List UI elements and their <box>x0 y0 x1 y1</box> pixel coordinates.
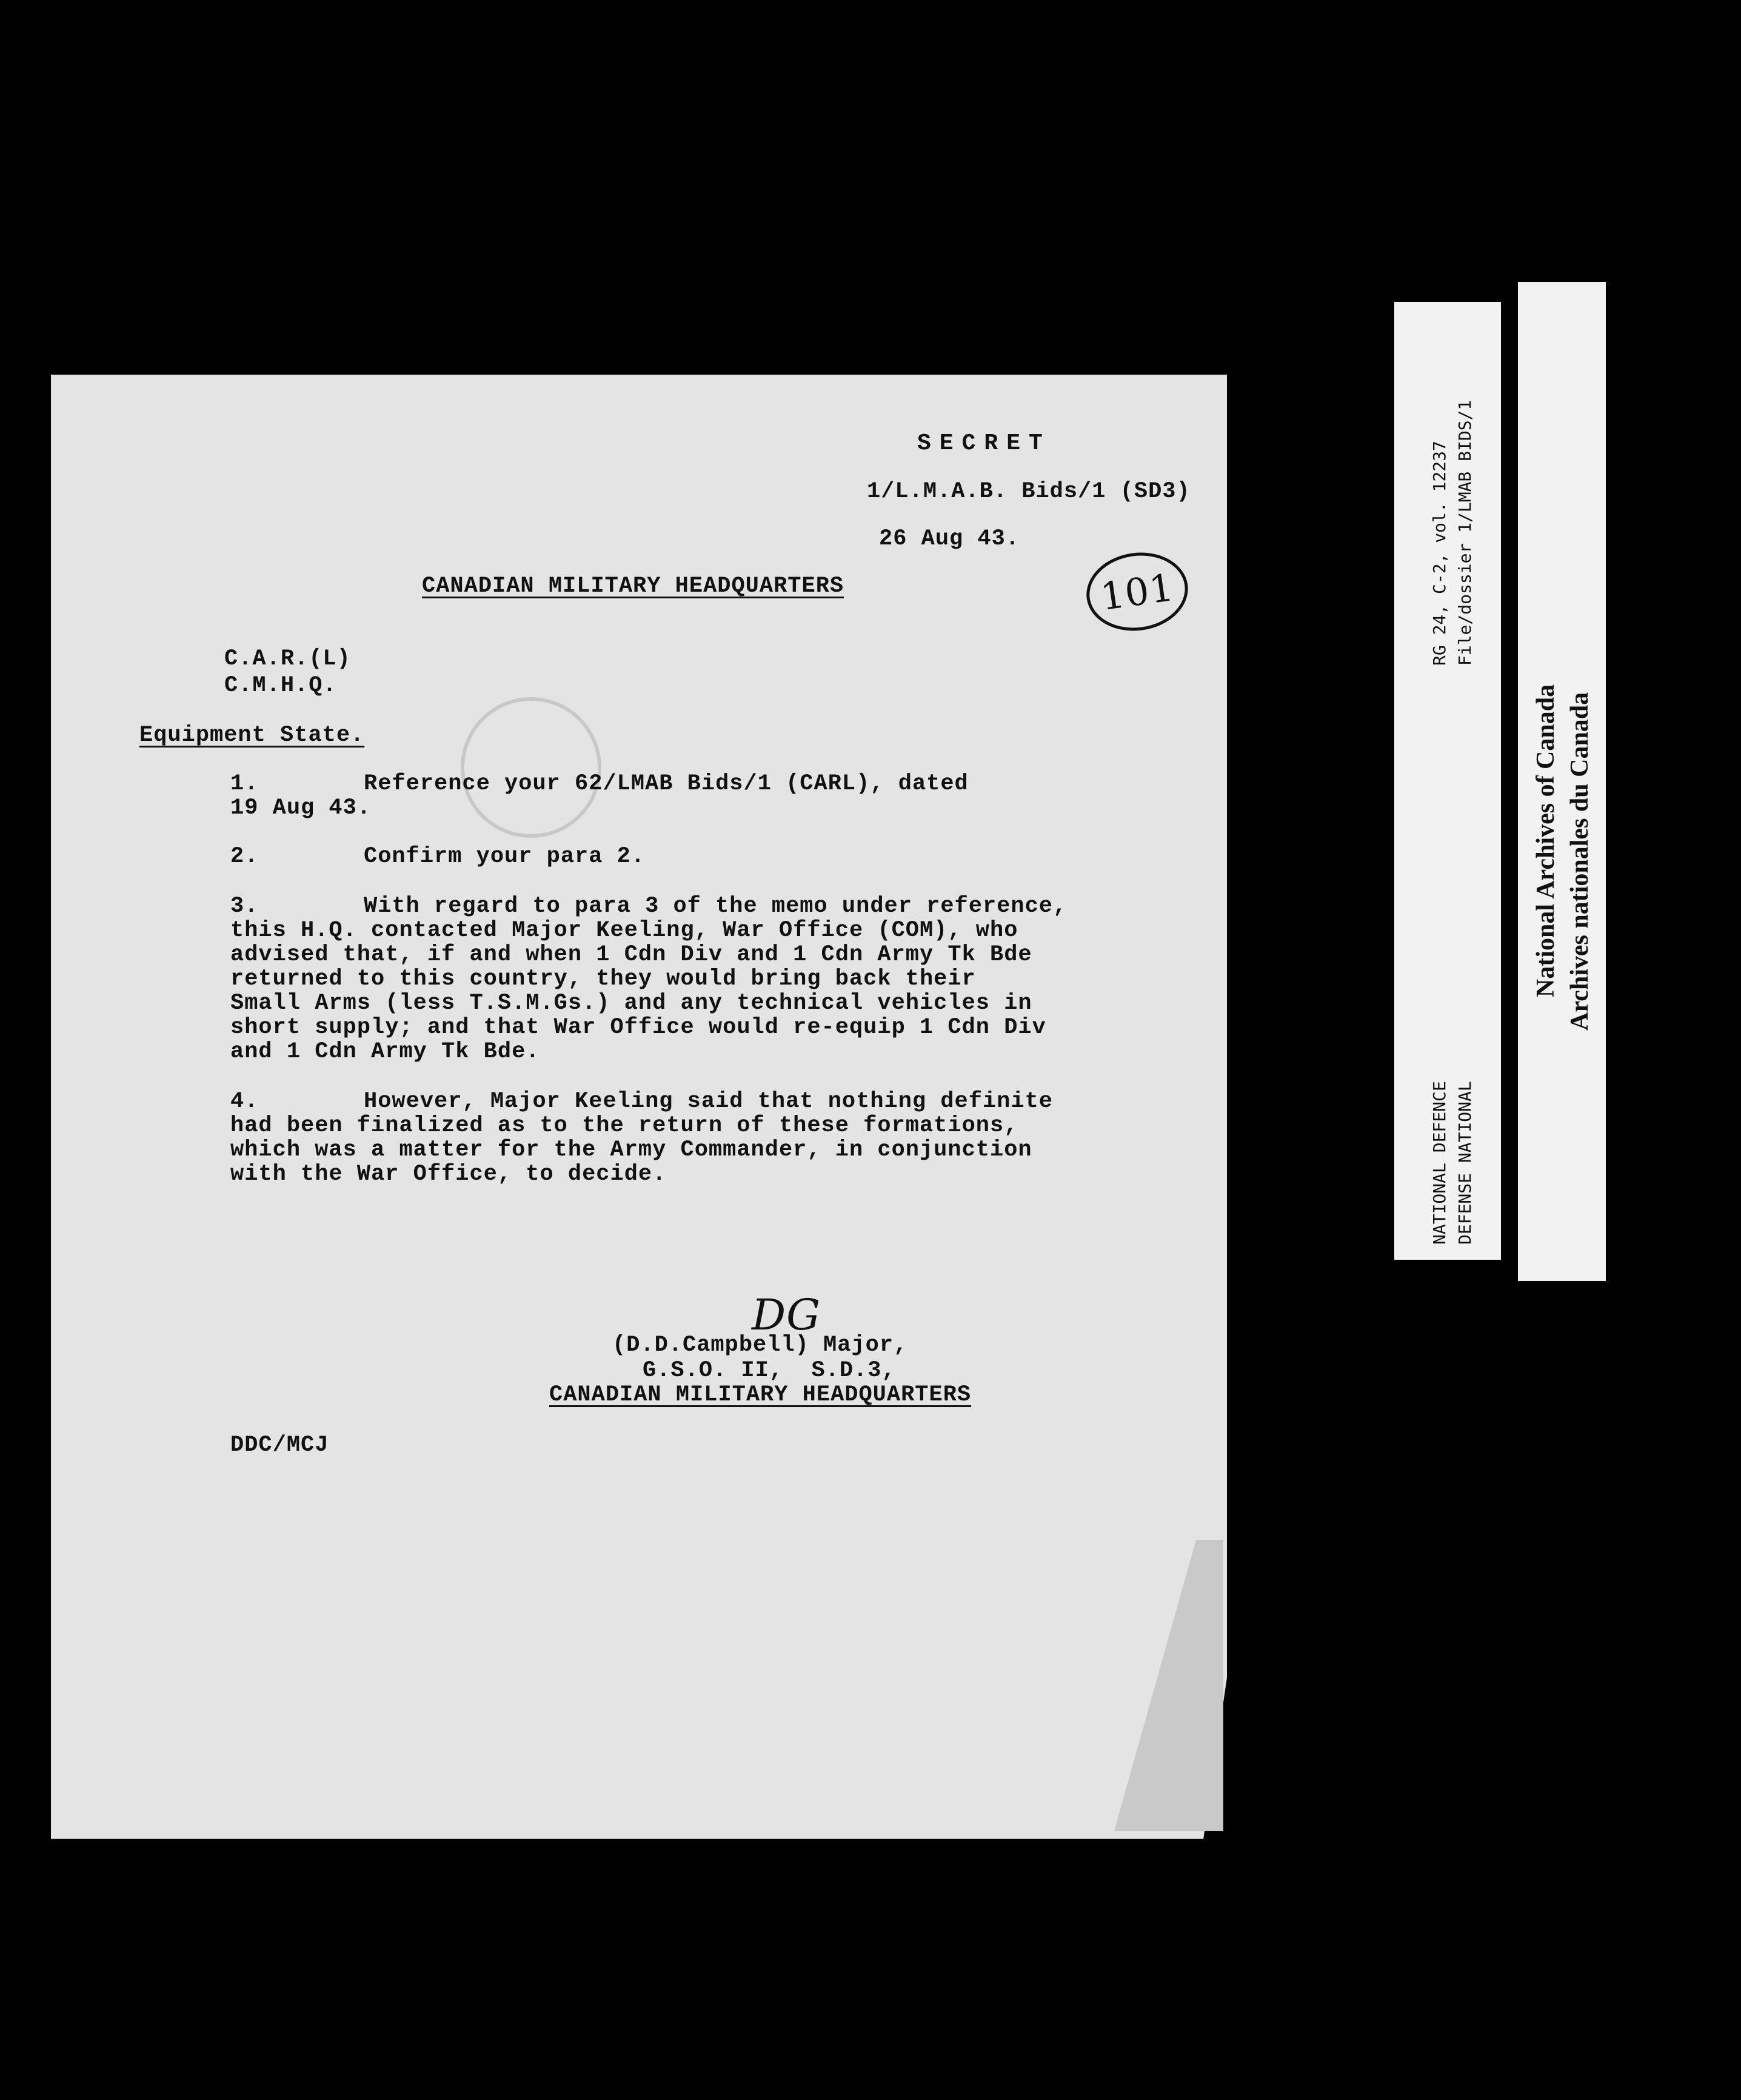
department-line: NATIONAL DEFENCE <box>1429 1081 1449 1245</box>
addressee-line: C.A.R.(L) <box>224 646 351 672</box>
paragraph-line: With regard to para 3 of the memo under reference, <box>364 894 1068 919</box>
paragraph-line: 19 Aug 43. <box>230 795 372 821</box>
signature-appointment: G.S.O. II, S.D.3, <box>643 1358 896 1383</box>
paragraph-line: However, Major Keeling said that nothing definite <box>364 1089 1053 1114</box>
folio-number: 101 <box>1081 546 1193 637</box>
heading: CANADIAN MILITARY HEADQUARTERS <box>422 573 844 599</box>
paragraph-line: with the War Office, to decide. <box>230 1162 667 1187</box>
classification-mark: SECRET <box>917 430 1051 456</box>
archives-name-label <box>1518 282 1606 1281</box>
paragraph-line: this H.Q. contacted Major Keeling, War Office (COM), who <box>230 918 1018 943</box>
paragraph-line: returned to this country, they would bring back their <box>230 966 976 992</box>
file-reference: 1/L.M.A.B. Bids/1 (SD3) <box>867 479 1191 504</box>
paragraph-number: 2. <box>230 844 259 869</box>
subject-line: Equipment State. <box>139 723 365 748</box>
addressee-line: C.M.H.Q. <box>224 673 337 698</box>
archives-name-en: National Archives of Canada <box>1532 684 1560 997</box>
paragraph-line: Reference your 62/LMAB Bids/1 (CARL), dated <box>364 771 969 797</box>
department-line: DEFENSE NATIONAL <box>1455 1081 1475 1245</box>
signature-name: (D.D.Campbell) Major, <box>612 1333 908 1358</box>
paragraph-line: and 1 Cdn Army Tk Bde. <box>230 1039 540 1065</box>
document-date: 26 Aug 43. <box>879 526 1020 552</box>
archive-ref-line: RG 24, C-2, vol. 12237 <box>1429 441 1449 666</box>
faded-stamp <box>461 697 601 838</box>
paragraph-number: 1. <box>230 771 259 797</box>
paragraph-line: advised that, if and when 1 Cdn Div and 1 Cdn Army Tk Bde <box>230 942 1032 968</box>
paragraph-line: Confirm your para 2. <box>364 844 646 869</box>
paragraph-number: 4. <box>230 1089 259 1114</box>
paragraph-line: Small Arms (less T.S.M.Gs.) and any technical vehicles in <box>230 991 1032 1016</box>
archive-reference-label <box>1394 302 1501 1260</box>
reference-initials: DDC/MCJ <box>230 1433 329 1458</box>
paragraph-line: which was a matter for the Army Commander, in conjunction <box>230 1137 1032 1163</box>
paragraph-number: 3. <box>230 894 259 919</box>
archive-ref-line: File/dossier 1/LMAB BIDS/1 <box>1455 400 1475 666</box>
paragraph-line: had been finalized as to the return of these formations, <box>230 1113 1018 1139</box>
handwritten-initials: DG <box>752 1290 821 1340</box>
signature-unit: CANADIAN MILITARY HEADQUARTERS <box>549 1382 972 1408</box>
archives-name-fr: Archives nationales du Canada <box>1566 692 1594 1031</box>
paragraph-line: short supply; and that War Office would re-equip 1 Cdn Div <box>230 1015 1046 1040</box>
